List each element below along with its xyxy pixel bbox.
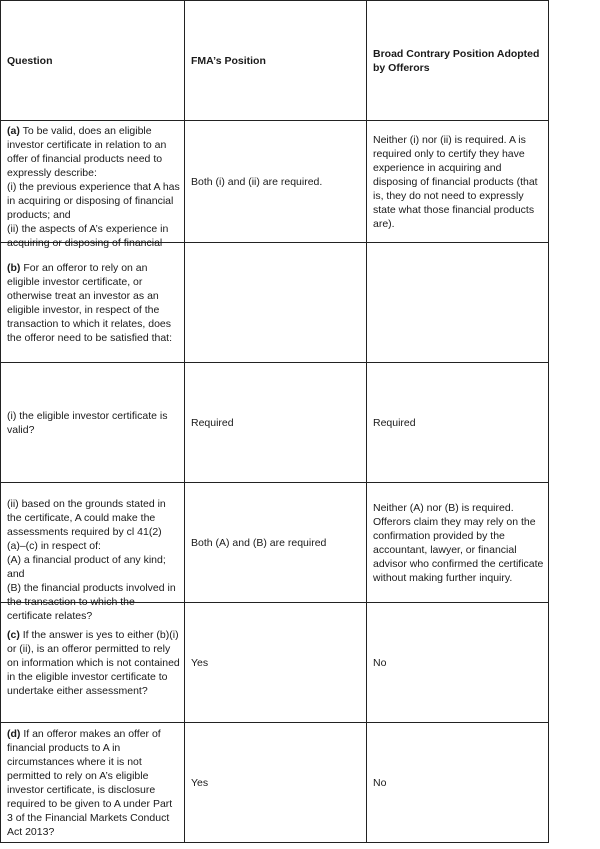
fma-cell-b-i: Required [185, 363, 367, 483]
question-letter-b: (b) [7, 261, 21, 274]
question-letter-d: (d) [7, 727, 21, 740]
offerors-cell-b [366, 243, 548, 363]
question-cell-b-i: (i) the eligible investor certificate is valid? [1, 363, 185, 483]
offerors-cell-c: No [366, 603, 548, 723]
fma-cell-c: Yes [185, 603, 367, 723]
offerors-cell-a: Neither (i) nor (ii) is required. A is required only to certify they have experience in acquiring and disposing of financial products (that is, they do not need to expressly state what those financial products are). [366, 121, 548, 243]
question-item-b-ii-b: (B) the financial products involved in the transaction to which the certificate relates? [7, 581, 176, 622]
table-header-row [1, 1, 549, 121]
question-text-b-ii: (ii) based on the grounds stated in the certificate, A could make the assessments required by cl 41(2)(a)–(c) in respect of: [7, 497, 166, 552]
fma-cell-b [185, 243, 367, 363]
question-item-b-ii-a: (A) a financial product of any kind; and [7, 553, 166, 580]
table-row-d [1, 723, 549, 843]
header-question: Question [1, 1, 185, 121]
question-cell-a [1, 121, 185, 249]
question-cell-b-ii [1, 483, 185, 622]
fma-cell-a: Both (i) and (ii) are required. [185, 121, 367, 243]
question-item-a-ii: (ii) the aspects of A’s experience in acquiring or disposing of financial [7, 223, 169, 249]
question-letter-c: (c) [7, 628, 20, 641]
offerors-cell-d: No [366, 723, 548, 843]
table-row-a [1, 121, 549, 243]
question-text-c: If the answer is yes to either (b)(i) or (ii), is an offeror permitted to rely on information which is not contained in the eligible investor certificate to undertake either assessment? [7, 628, 180, 697]
question-text-d: If an offeror makes an offer of financial products to A in circumstances where it is not permitted to rely on A’s eligible investor certificate, is disclosure required to be given to A under Part 3 of the Financial Markets Conduct Act 2013? [7, 727, 173, 838]
question-cell-b [1, 243, 185, 363]
table-row-b-ii [1, 483, 549, 603]
fma-cell-d: Yes [185, 723, 367, 843]
header-fma-position: FMA’s Position [185, 1, 367, 121]
header-offerors-position: Broad Contrary Position Adopted by Offerors [366, 1, 548, 121]
table-row-b-i [1, 363, 549, 483]
question-item-a-i: (i) the previous experience that A has in acquiring or disposing of financial products; and [7, 181, 180, 221]
question-cell-d [1, 723, 185, 843]
question-text-b: For an offeror to rely on an eligible investor certificate, or otherwise treat an investor as an eligible investor, in respect of the transaction to which it relates, does the offeror need to be satisfied that: [7, 261, 173, 344]
question-letter-a: (a) [7, 125, 20, 137]
table-row-b [1, 243, 549, 363]
question-text-a: To be valid, does an eligible investor certificate in relation to an offer of financial products need to expressly describe: [7, 125, 167, 179]
fma-cell-b-ii: Both (A) and (B) are required [185, 483, 367, 603]
offerors-cell-b-i: Required [366, 363, 548, 483]
offerors-cell-b-ii: Neither (A) nor (B) is required. Offerors claim they may rely on the confirmation provided by the accountant, lawyer, or financial advisor who confirmed the certificate without making further inquiry. [366, 483, 548, 603]
